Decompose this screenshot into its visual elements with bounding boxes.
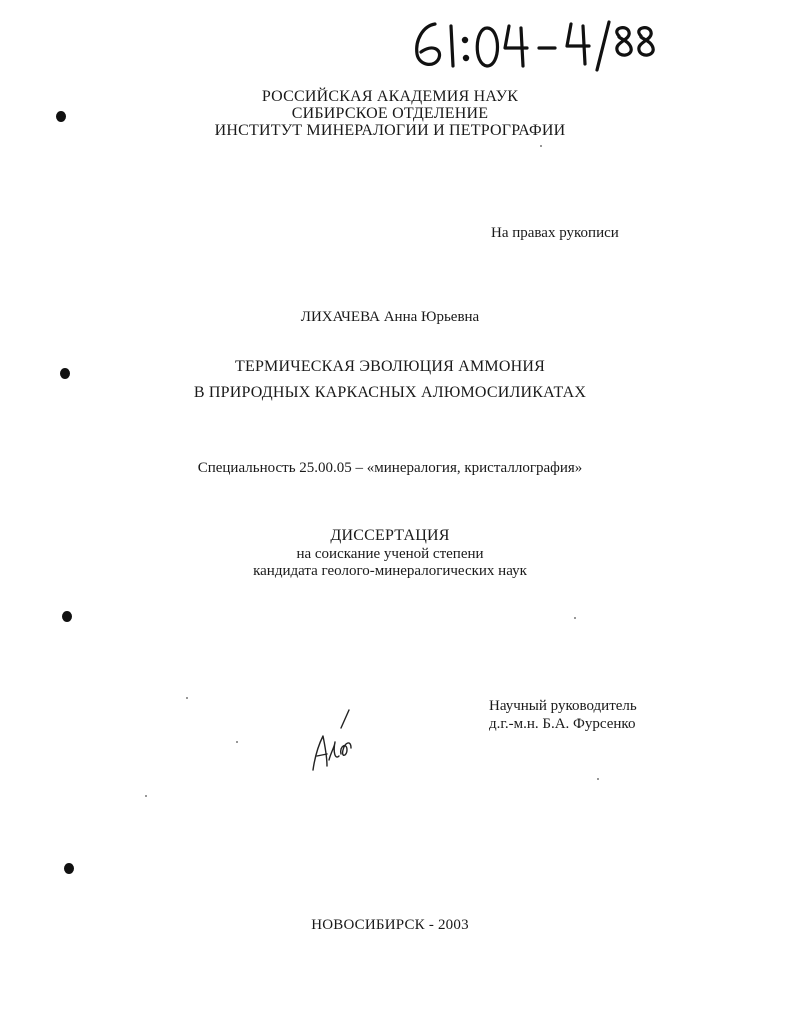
signature-ink (305, 706, 361, 776)
degree-line-2: кандидата геолого-минералогических наук (253, 563, 527, 579)
title-line-1: ТЕРМИЧЕСКАЯ ЭВОЛЮЦИЯ АММОНИЯ (235, 358, 545, 375)
scan-speck (597, 778, 599, 780)
scan-speck (540, 145, 542, 147)
archive-code-ink (405, 14, 665, 76)
signature (305, 706, 361, 776)
supervisor-label: Научный руководитель (489, 698, 637, 714)
punch-hole-3 (62, 611, 72, 622)
scan-speck (574, 617, 576, 619)
handwritten-archive-code (405, 14, 665, 76)
scan-speck (236, 741, 238, 743)
header-academy: РОССИЙСКАЯ АКАДЕМИЯ НАУК (261, 88, 519, 105)
punch-hole-4 (64, 863, 74, 874)
degree-line-1: на соискание ученой степени (296, 546, 484, 562)
header-branch: СИБИРСКОЕ ОТДЕЛЕНИЕ (291, 105, 489, 122)
punch-hole-1 (56, 111, 66, 122)
city-year: НОВОСИБИРСК - 2003 (311, 917, 469, 933)
header-institute: ИНСТИТУТ МИНЕРАЛОГИИ И ПЕТРОГРАФИИ (214, 122, 566, 139)
dissertation-heading: ДИССЕРТАЦИЯ (330, 527, 450, 544)
punch-hole-2 (60, 368, 70, 379)
author-name: ЛИХАЧЕВА Анна Юрьевна (300, 309, 480, 325)
scan-speck (186, 697, 188, 699)
scan-speck (145, 795, 147, 797)
supervisor-name: д.г.-м.н. Б.А. Фурсенко (489, 716, 636, 732)
specialty: Специальность 25.00.05 – «минералогия, кристаллография» (197, 460, 583, 476)
manuscript-note: На правах рукописи (491, 225, 619, 241)
title-line-2: В ПРИРОДНЫХ КАРКАСНЫХ АЛЮМОСИЛИКАТАХ (193, 384, 587, 401)
